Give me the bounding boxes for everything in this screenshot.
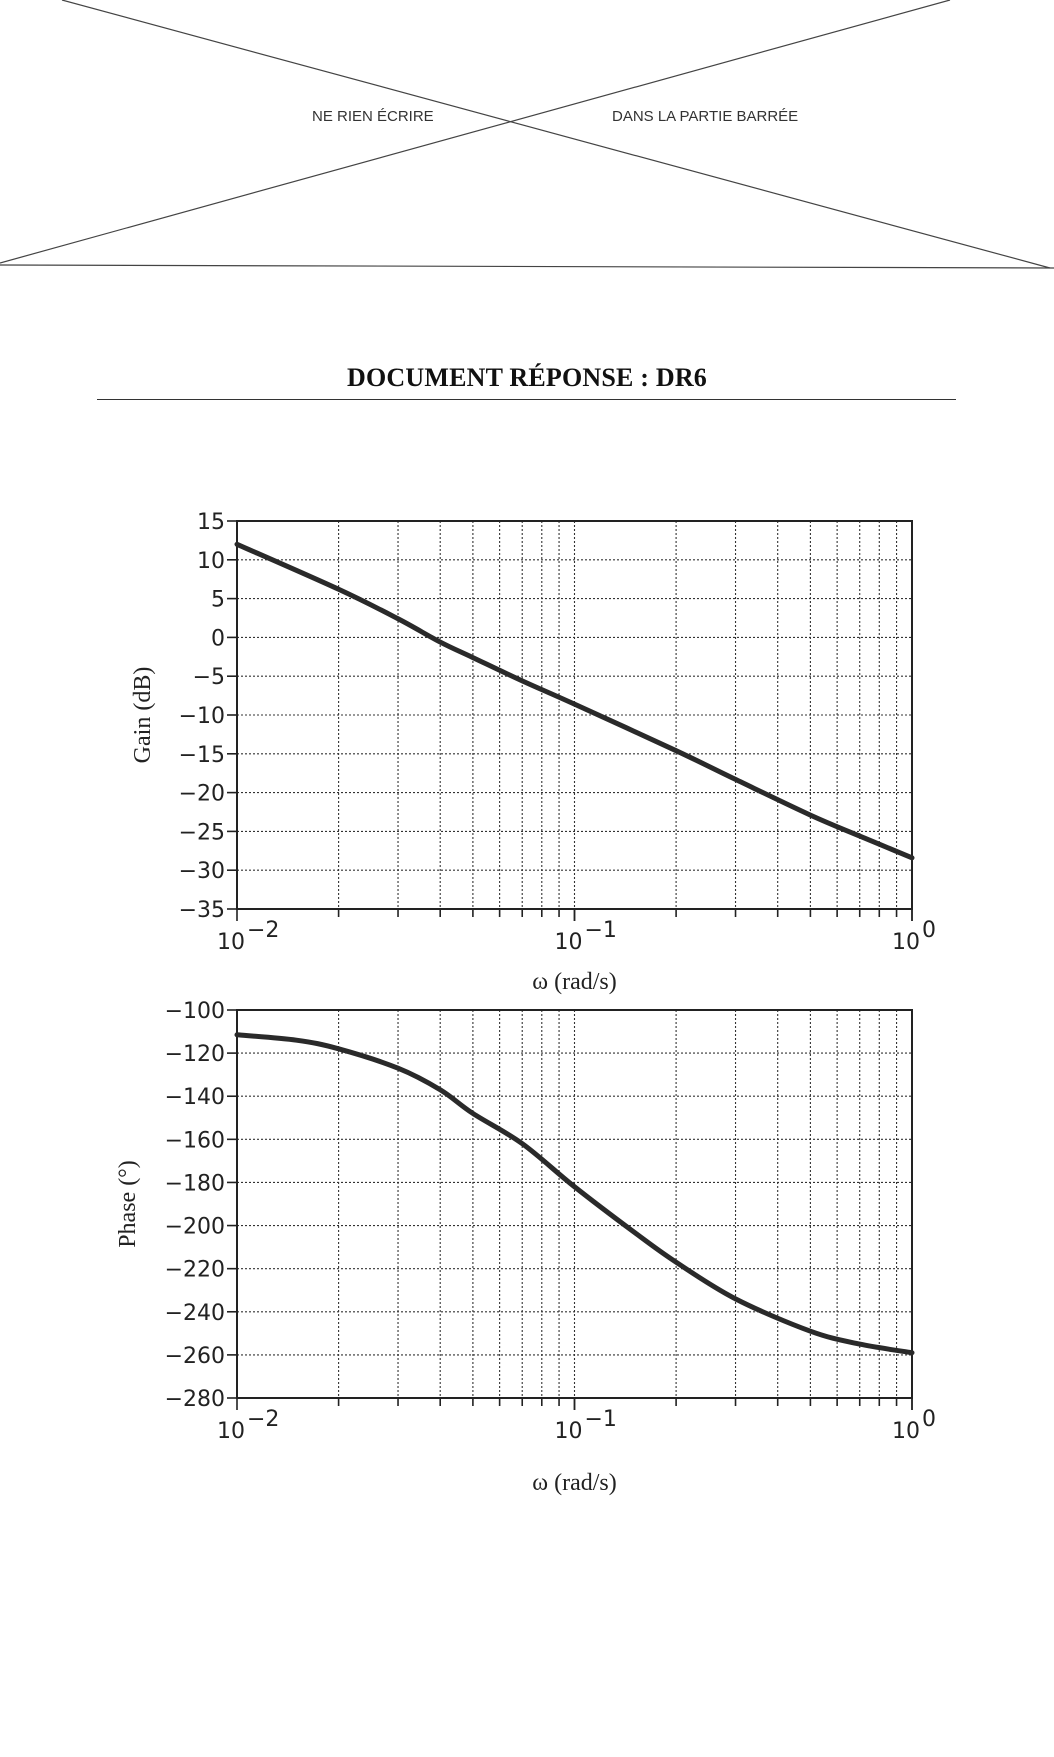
- x-tick-label-base: 10: [892, 1419, 920, 1444]
- header-right-text: DANS LA PARTIE BARRÉE: [612, 108, 799, 125]
- x-tick-label-base: 10: [217, 930, 245, 955]
- phase-chart: [0, 990, 1054, 1510]
- document-title: DOCUMENT RÉPONSE : DR6: [347, 363, 707, 392]
- title-underline: [97, 399, 956, 400]
- y-tick-label: −280: [164, 1387, 225, 1412]
- y-tick-label: −15: [178, 742, 225, 768]
- x-tick-label-exponent: 0: [922, 918, 936, 943]
- y-tick-label: −35: [178, 898, 225, 923]
- x-tick-label: [892, 918, 936, 955]
- x-tick-label: [555, 1407, 617, 1444]
- x-tick-label-exponent: 0: [922, 1407, 936, 1432]
- crossed-out-area: [0, 0, 1054, 280]
- y-tick-label: 10: [197, 548, 225, 574]
- cross-line-2: [0, 0, 950, 263]
- header-left-text: NE RIEN ÉCRIRE: [312, 108, 434, 125]
- y-axis-label: Phase (°): [115, 1160, 141, 1248]
- y-tick-label: 0: [211, 626, 225, 652]
- y-tick-label: −25: [178, 820, 225, 846]
- cross-base-line: [0, 265, 1054, 268]
- x-tick-label-exponent: −1: [584, 1407, 617, 1432]
- y-tick-label: −260: [164, 1343, 225, 1369]
- y-tick-label: 5: [211, 587, 225, 613]
- y-tick-label: −30: [178, 859, 225, 885]
- y-tick-label: −140: [164, 1085, 225, 1111]
- x-tick-label: [555, 918, 617, 955]
- x-tick-label: [892, 1407, 936, 1444]
- x-tick-label: [217, 1407, 279, 1444]
- x-axis-label: ω (rad/s): [532, 1470, 617, 1496]
- y-tick-label: −120: [164, 1042, 225, 1068]
- x-tick-label-base: 10: [554, 930, 583, 955]
- y-tick-label: −160: [164, 1128, 225, 1154]
- y-tick-label: 15: [197, 510, 225, 535]
- y-tick-label: −240: [164, 1300, 225, 1326]
- y-axis-label: Gain (dB): [130, 666, 156, 764]
- x-tick-label-exponent: −1: [584, 918, 617, 943]
- x-tick-label-base: 10: [554, 1419, 583, 1444]
- y-tick-label: −180: [164, 1171, 225, 1197]
- x-tick-label: [217, 918, 279, 955]
- y-tick-label: −5: [192, 665, 225, 691]
- cross-line-1: [62, 0, 1050, 268]
- gain-chart: [0, 500, 1054, 1000]
- y-tick-label: −100: [164, 999, 225, 1024]
- x-tick-label-base: 10: [217, 1419, 245, 1444]
- x-tick-label-base: 10: [892, 930, 920, 955]
- x-axis-label: ω (rad/s): [532, 969, 617, 995]
- x-tick-label-exponent: −2: [247, 1407, 280, 1432]
- y-tick-label: −200: [164, 1214, 225, 1240]
- x-tick-label-exponent: −2: [247, 918, 280, 943]
- y-tick-label: −10: [178, 704, 225, 729]
- y-tick-label: −220: [164, 1257, 225, 1283]
- y-tick-label: −20: [178, 781, 225, 807]
